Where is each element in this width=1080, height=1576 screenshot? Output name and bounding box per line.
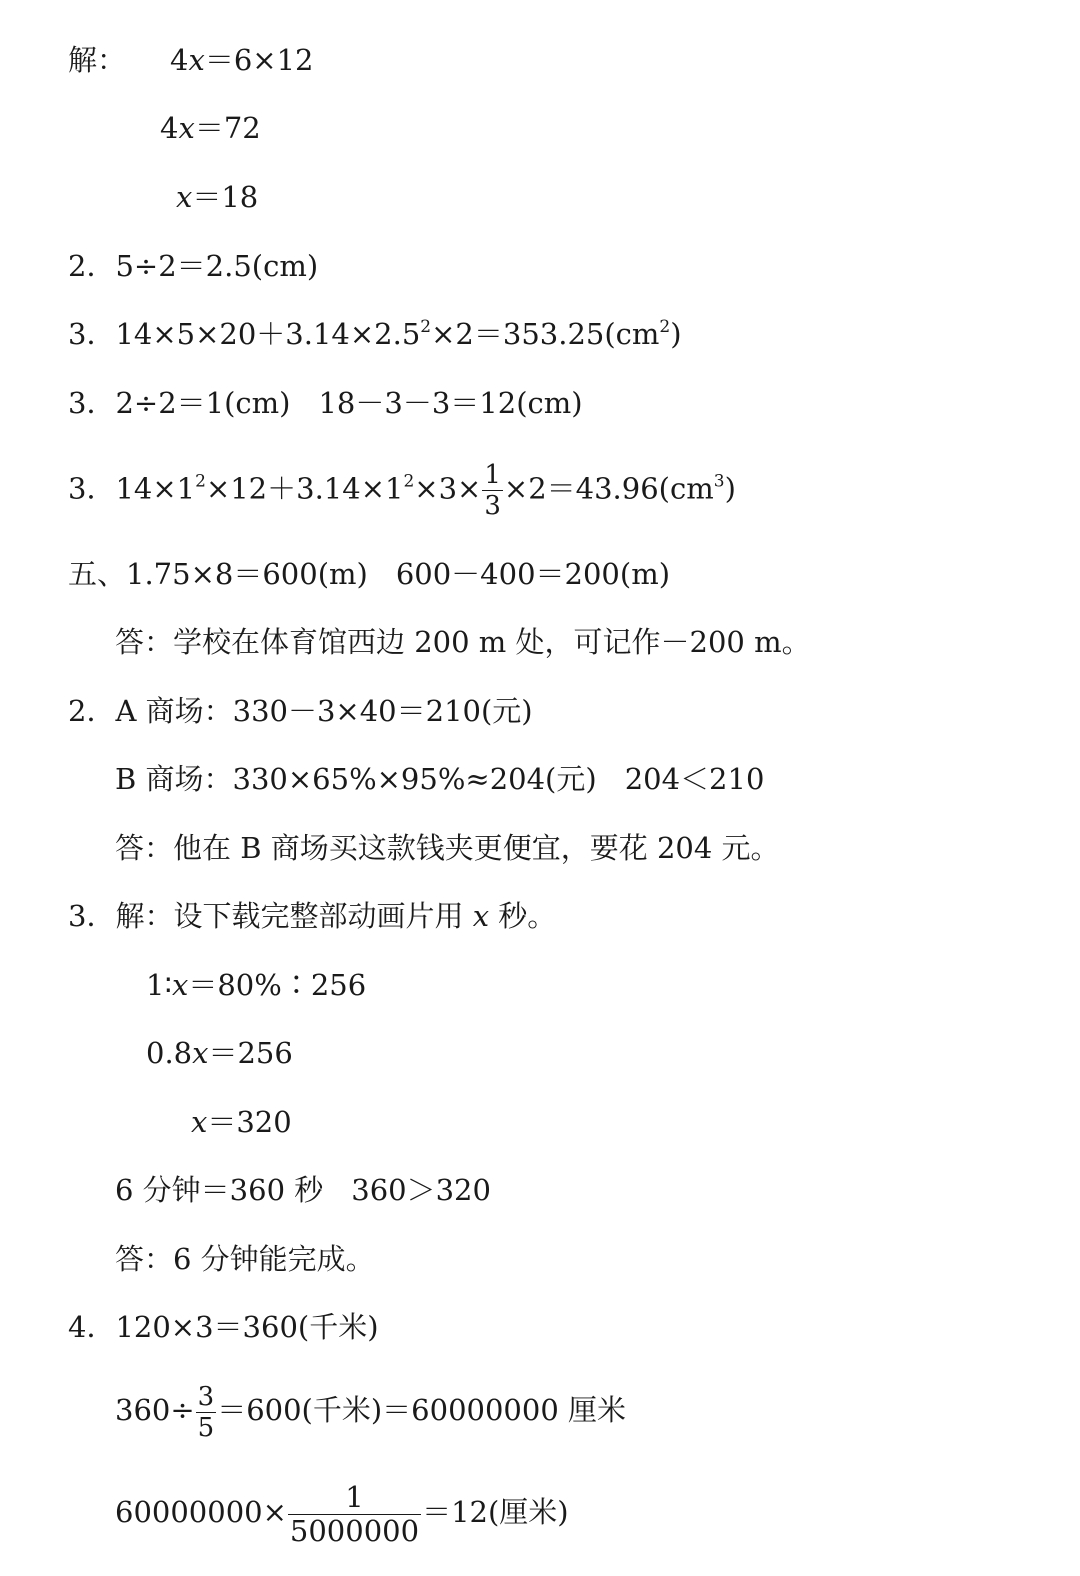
solution-step-3	[176, 177, 258, 217]
variable: x	[192, 1036, 209, 1070]
text: 360＞320	[351, 1173, 491, 1207]
text: 4	[160, 111, 179, 145]
text: A 商场：330－3×40＝210(元)	[115, 694, 533, 728]
fraction-numerator: 3	[197, 1381, 215, 1412]
text: ×3×	[414, 471, 482, 506]
text: 2÷2＝1(cm)	[115, 386, 291, 420]
fraction-denominator: 5000000	[289, 1513, 420, 1548]
text: ＝18	[192, 180, 259, 214]
text: 秒。	[489, 899, 557, 933]
text: 14×1	[115, 471, 196, 506]
item-number: 3．	[68, 386, 116, 420]
text: 204＜210	[624, 762, 765, 796]
fraction	[482, 462, 503, 519]
item-number: 4．	[68, 1310, 116, 1344]
section-number: 五、	[68, 557, 127, 591]
item-number: 3．	[68, 317, 116, 351]
fraction-numerator: 1	[484, 460, 501, 490]
text: 120×3＝360(千米)	[115, 1310, 379, 1344]
exponent: 3	[713, 471, 725, 492]
time-comparison	[115, 1170, 491, 1210]
text: 18－3－3＝12(cm)	[318, 386, 583, 420]
fraction-denominator: 5	[197, 1412, 215, 1443]
answer-line-5-2a	[68, 691, 533, 731]
fraction	[196, 1381, 217, 1443]
text: ×2＝353.25(cm	[431, 317, 660, 351]
variable: x	[472, 899, 490, 933]
item-number: 2．	[68, 249, 116, 283]
exponent: 2	[420, 317, 432, 337]
text: 5÷2＝2.5(cm)	[115, 249, 319, 283]
answer-statement-2	[115, 828, 780, 868]
fraction-numerator: 1	[345, 1479, 364, 1514]
answer-line-section-5	[68, 554, 670, 594]
proportion-step-1	[146, 965, 366, 1005]
answer-line-3b	[68, 383, 583, 423]
item-number: 2．	[68, 694, 116, 728]
exponent: 2	[403, 471, 415, 492]
text: ＝80%∶256	[188, 968, 367, 1002]
text: )	[670, 317, 682, 351]
text: ＝12(厘米)	[422, 1495, 569, 1529]
answer-statement-1	[115, 622, 811, 662]
text: ＝72	[194, 111, 261, 145]
answer-line-5-4c	[115, 1479, 569, 1548]
fraction-denominator: 3	[484, 491, 501, 521]
variable: x	[191, 1105, 208, 1139]
text: 1.75×8＝600(m)	[126, 557, 368, 591]
solution-step-2	[160, 108, 261, 148]
variable: x	[172, 968, 189, 1002]
text: 答：学校在体育馆西边 200 m 处，可记作－200 m。	[115, 625, 811, 659]
text: ＝256	[208, 1036, 293, 1070]
fraction	[288, 1479, 421, 1548]
text: 1∶	[146, 968, 172, 1002]
exponent: 2	[659, 317, 671, 337]
solution-label: 解：	[68, 43, 127, 77]
text: 14×5×20＋3.14×2.5	[115, 317, 421, 351]
text: 360÷	[115, 1393, 195, 1427]
text: ＝320	[207, 1105, 292, 1139]
text: ＝6×12	[204, 43, 314, 77]
exponent: 2	[195, 471, 206, 492]
text: 4	[170, 43, 189, 77]
text: ×2＝43.96(cm	[503, 471, 714, 506]
variable: x	[176, 180, 193, 214]
text: ×12＋3.14×1	[205, 471, 404, 506]
answer-line-5-4a	[68, 1307, 379, 1347]
solution-step-1	[68, 40, 313, 80]
proportion-step-3	[191, 1102, 292, 1142]
text: 60000000×	[115, 1495, 287, 1529]
text: 0.8	[146, 1036, 193, 1070]
variable: x	[178, 111, 195, 145]
answer-statement-3	[115, 1239, 375, 1279]
answer-line-2	[68, 246, 318, 286]
item-number: 3．	[68, 471, 116, 506]
text: 答：他在 B 商场买这款钱夹更便宜，要花 204 元。	[115, 831, 780, 865]
answer-line-3c	[68, 462, 736, 519]
variable: x	[188, 43, 205, 77]
answer-line-5-2b	[115, 759, 764, 799]
text: )	[724, 471, 736, 506]
text: 6 分钟＝360 秒	[115, 1173, 324, 1207]
answer-line-5-3	[68, 896, 556, 936]
text: B 商场：330×65%×95%≈204(元)	[115, 762, 597, 796]
proportion-step-2	[146, 1033, 293, 1073]
text: 600－400＝200(m)	[395, 557, 671, 591]
text: 答：6 分钟能完成。	[115, 1242, 375, 1276]
text: ＝600(千米)＝60000000 厘米	[217, 1393, 627, 1427]
item-number: 3．	[68, 899, 116, 933]
answer-line-3a	[68, 314, 682, 354]
text: 解：设下载完整部动画片用	[115, 899, 473, 933]
answer-line-5-4b	[115, 1382, 626, 1441]
